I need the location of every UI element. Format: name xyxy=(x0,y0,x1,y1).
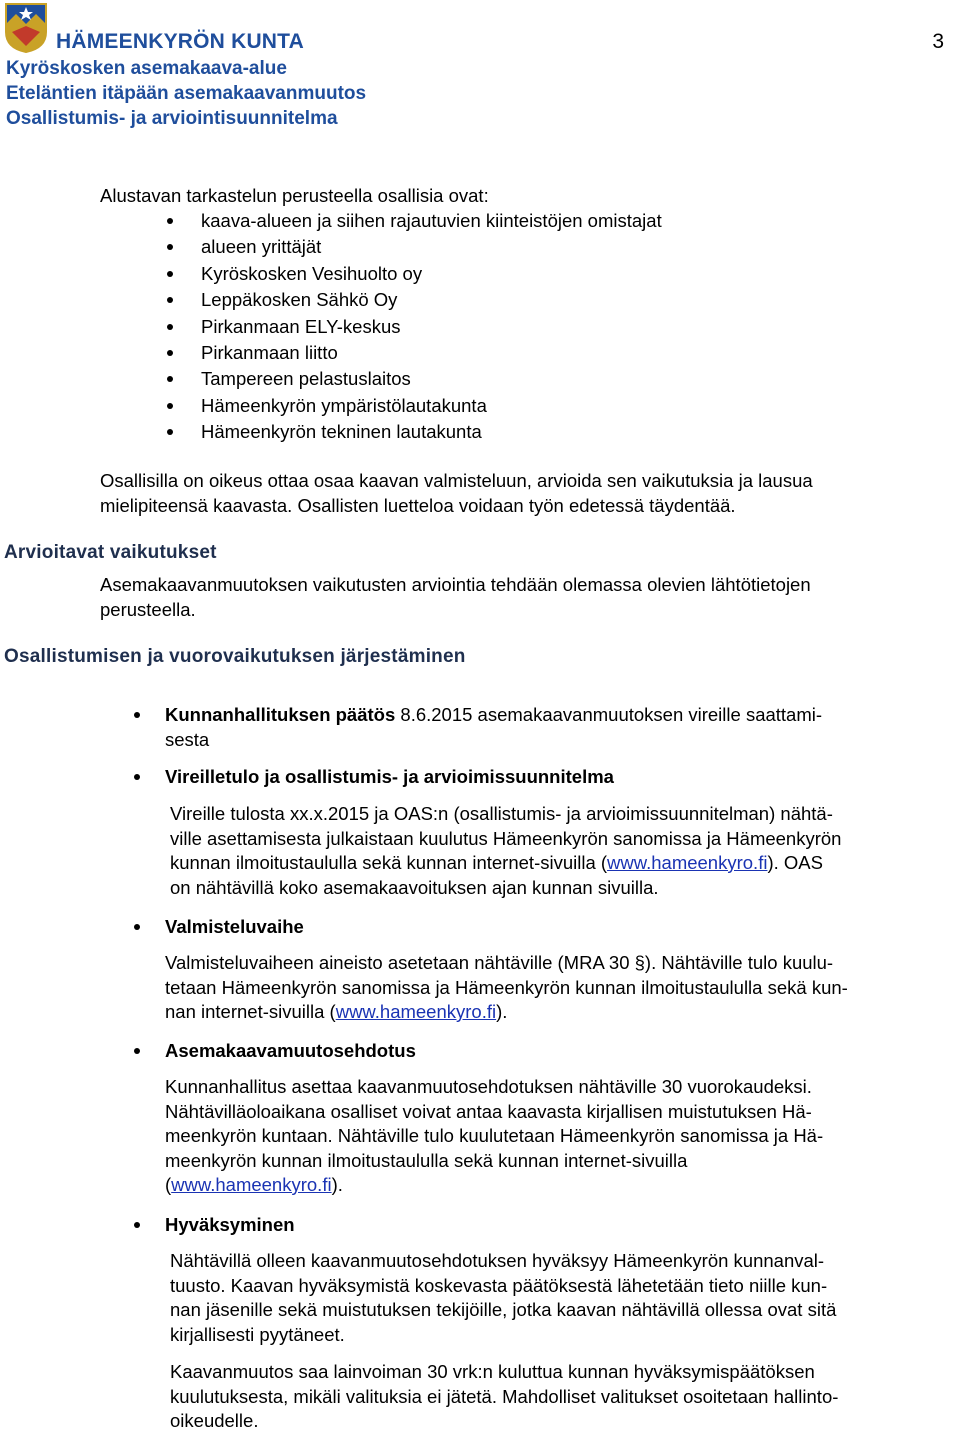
initiation-paragraph xyxy=(170,802,841,900)
text-line: ville asettamisesta julkaistaan kuulutus Hämeenkyrön sanomissa ja Hämeenkyrön xyxy=(170,827,842,849)
decision-item xyxy=(165,703,822,752)
proposal-paragraph xyxy=(165,1075,823,1198)
text-line: kuulutuksesta, mikäli valituksia ei jätetä. Mahdolliset valitukset osoitetaan hallinto- xyxy=(170,1385,839,1407)
impacts-heading: Arvioitavat vaikutukset xyxy=(4,542,217,563)
text-span: ). xyxy=(331,1174,343,1195)
text-line: tetaan Hämeenkyrön sanomissa ja Hämeenkyrön kunnan ilmoitustaululla sekä kun- xyxy=(165,976,848,998)
list-item: Pirkanmaan ELY-keskus xyxy=(201,314,662,340)
bullet-icon xyxy=(134,712,140,718)
text-line: perusteella. xyxy=(100,598,196,620)
text-line: nan jäsenille sekä muistutuksen tekijöille, jotka kaavan nähtävillä ollessa ovat sitä xyxy=(170,1299,837,1320)
text-span: ). OAS xyxy=(767,852,823,873)
bullet-icon xyxy=(134,1048,140,1054)
text-line: tuusto. Kaavan hyväksymistä koskevasta päätöksestä lähetetään tieto niille kun- xyxy=(170,1274,828,1296)
bullet-icon xyxy=(134,774,140,780)
list-item: Leppäkosken Sähkö Oy xyxy=(201,287,662,313)
text-line: Nähtävilläoloaikana osalliset voivat antaa kaavasta kirjallisen muistutuksen Hä- xyxy=(165,1100,812,1122)
text-line xyxy=(165,1173,823,1198)
stakeholders-intro: Alustavan tarkastelun perusteella osallisia ovat: xyxy=(100,185,489,206)
preparation-title: Valmisteluvaihe xyxy=(165,916,304,937)
municipal-coat-of-arms-icon xyxy=(4,2,48,54)
decision-title: Kunnanhallituksen päätös xyxy=(165,704,396,725)
municipality-name: HÄMEENKYRÖN KUNTA xyxy=(56,30,305,53)
text-span: nan internet-sivuilla ( xyxy=(165,1001,336,1022)
text-span: ( xyxy=(165,1174,172,1195)
text-span: kunnan ilmoitustaululla sekä kunnan internet-sivuilla ( xyxy=(170,852,608,873)
list-item: Kyröskosken Vesihuolto oy xyxy=(201,261,662,287)
text-line: mielipiteensä kaavasta. Osallisten luetteloa voidaan työn edetessä täydentää. xyxy=(100,494,736,516)
plan-area-title: Kyröskosken asemakaava-alue xyxy=(6,58,287,79)
text-line: Nähtävillä olleen kaavanmuutosehdotuksen hyväksyy Hämeenkyrön kunnanval- xyxy=(170,1250,825,1271)
text-line: Kaavanmuutos saa lainvoiman 30 vrk:n kuluttua kunnan hyväksymispäätöksen xyxy=(170,1361,815,1382)
list-item: Pirkanmaan liitto xyxy=(201,340,662,366)
text-line xyxy=(165,703,822,728)
document-type-title: Osallistumis- ja arviointisuunnitelma xyxy=(6,108,338,129)
preparation-paragraph xyxy=(165,951,848,1025)
text-line: sesta xyxy=(165,728,210,750)
impacts-paragraph xyxy=(100,573,811,622)
text-line: Valmisteluvaiheen aineisto asetetaan nähtäville (MRA 30 §). Nähtäville tulo kuulu- xyxy=(165,952,834,973)
text-line: on nähtävillä koko asemakaavoituksen ajan kunnan sivuilla. xyxy=(170,876,659,898)
text-span: ). xyxy=(496,1001,508,1022)
page-number: 3 xyxy=(932,30,944,53)
plan-change-title: Eteläntien itäpään asemakaavanmuutos xyxy=(6,83,367,104)
text-line xyxy=(170,851,841,876)
rights-paragraph xyxy=(100,469,813,518)
text-line: Kunnanhallitus asettaa kaavanmuutosehdotuksen nähtäville 30 vuorokaudeksi. xyxy=(165,1076,812,1097)
stakeholder-list xyxy=(201,208,662,446)
legal-force-paragraph xyxy=(170,1360,838,1434)
text-line xyxy=(165,1000,848,1025)
website-link[interactable]: www.hameenkyro.fi xyxy=(335,1001,497,1022)
text-line: kirjallisesti pyytäneet. xyxy=(170,1323,345,1345)
list-item: Tampereen pelastuslaitos xyxy=(201,366,662,392)
list-item: Hämeenkyrön ympäristölautakunta xyxy=(201,393,662,419)
decision-date-text: 8.6.2015 asemakaavanmuutoksen vireille saattami- xyxy=(395,704,823,725)
bullet-icon xyxy=(134,1222,140,1228)
list-item: kaava-alueen ja siihen rajautuvien kiinteistöjen omistajat xyxy=(201,208,662,234)
proposal-title: Asemakaavamuutosehdotus xyxy=(165,1040,416,1061)
text-line: meenkyrön kuntaan. Nähtäville tulo kuulutetaan Hämeenkyrön sanomissa ja Hä- xyxy=(165,1125,824,1146)
list-item: alueen yrittäjät xyxy=(201,234,662,260)
initiation-title: Vireilletulo ja osallistumis- ja arvioimissuunnitelma xyxy=(165,766,614,787)
approval-title: Hyväksyminen xyxy=(165,1214,295,1235)
text-line: Vireille tulosta xx.x.2015 ja OAS:n (osallistumis- ja arvioimissuunnitelman) nähtä- xyxy=(170,803,833,824)
participation-heading: Osallistumisen ja vuorovaikutuksen järjestäminen xyxy=(4,646,466,667)
text-line: meenkyrön kunnan ilmoitustaululla sekä kunnan internet-sivuilla xyxy=(165,1149,688,1171)
text-line: Asemakaavanmuutoksen vaikutusten arviointia tehdään olemassa olevien lähtötietojen xyxy=(100,574,811,595)
list-item: Hämeenkyrön tekninen lautakunta xyxy=(201,419,662,445)
text-line: Osallisilla on oikeus ottaa osaa kaavan valmisteluun, arvioida sen vaikutuksia ja lausua xyxy=(100,470,813,491)
bullet-icon xyxy=(134,924,140,930)
approval-paragraph xyxy=(170,1249,836,1347)
website-link[interactable]: www.hameenkyro.fi xyxy=(607,852,768,873)
website-link[interactable]: www.hameenkyro.fi xyxy=(171,1174,332,1195)
text-line: oikeudelle. xyxy=(170,1410,259,1431)
